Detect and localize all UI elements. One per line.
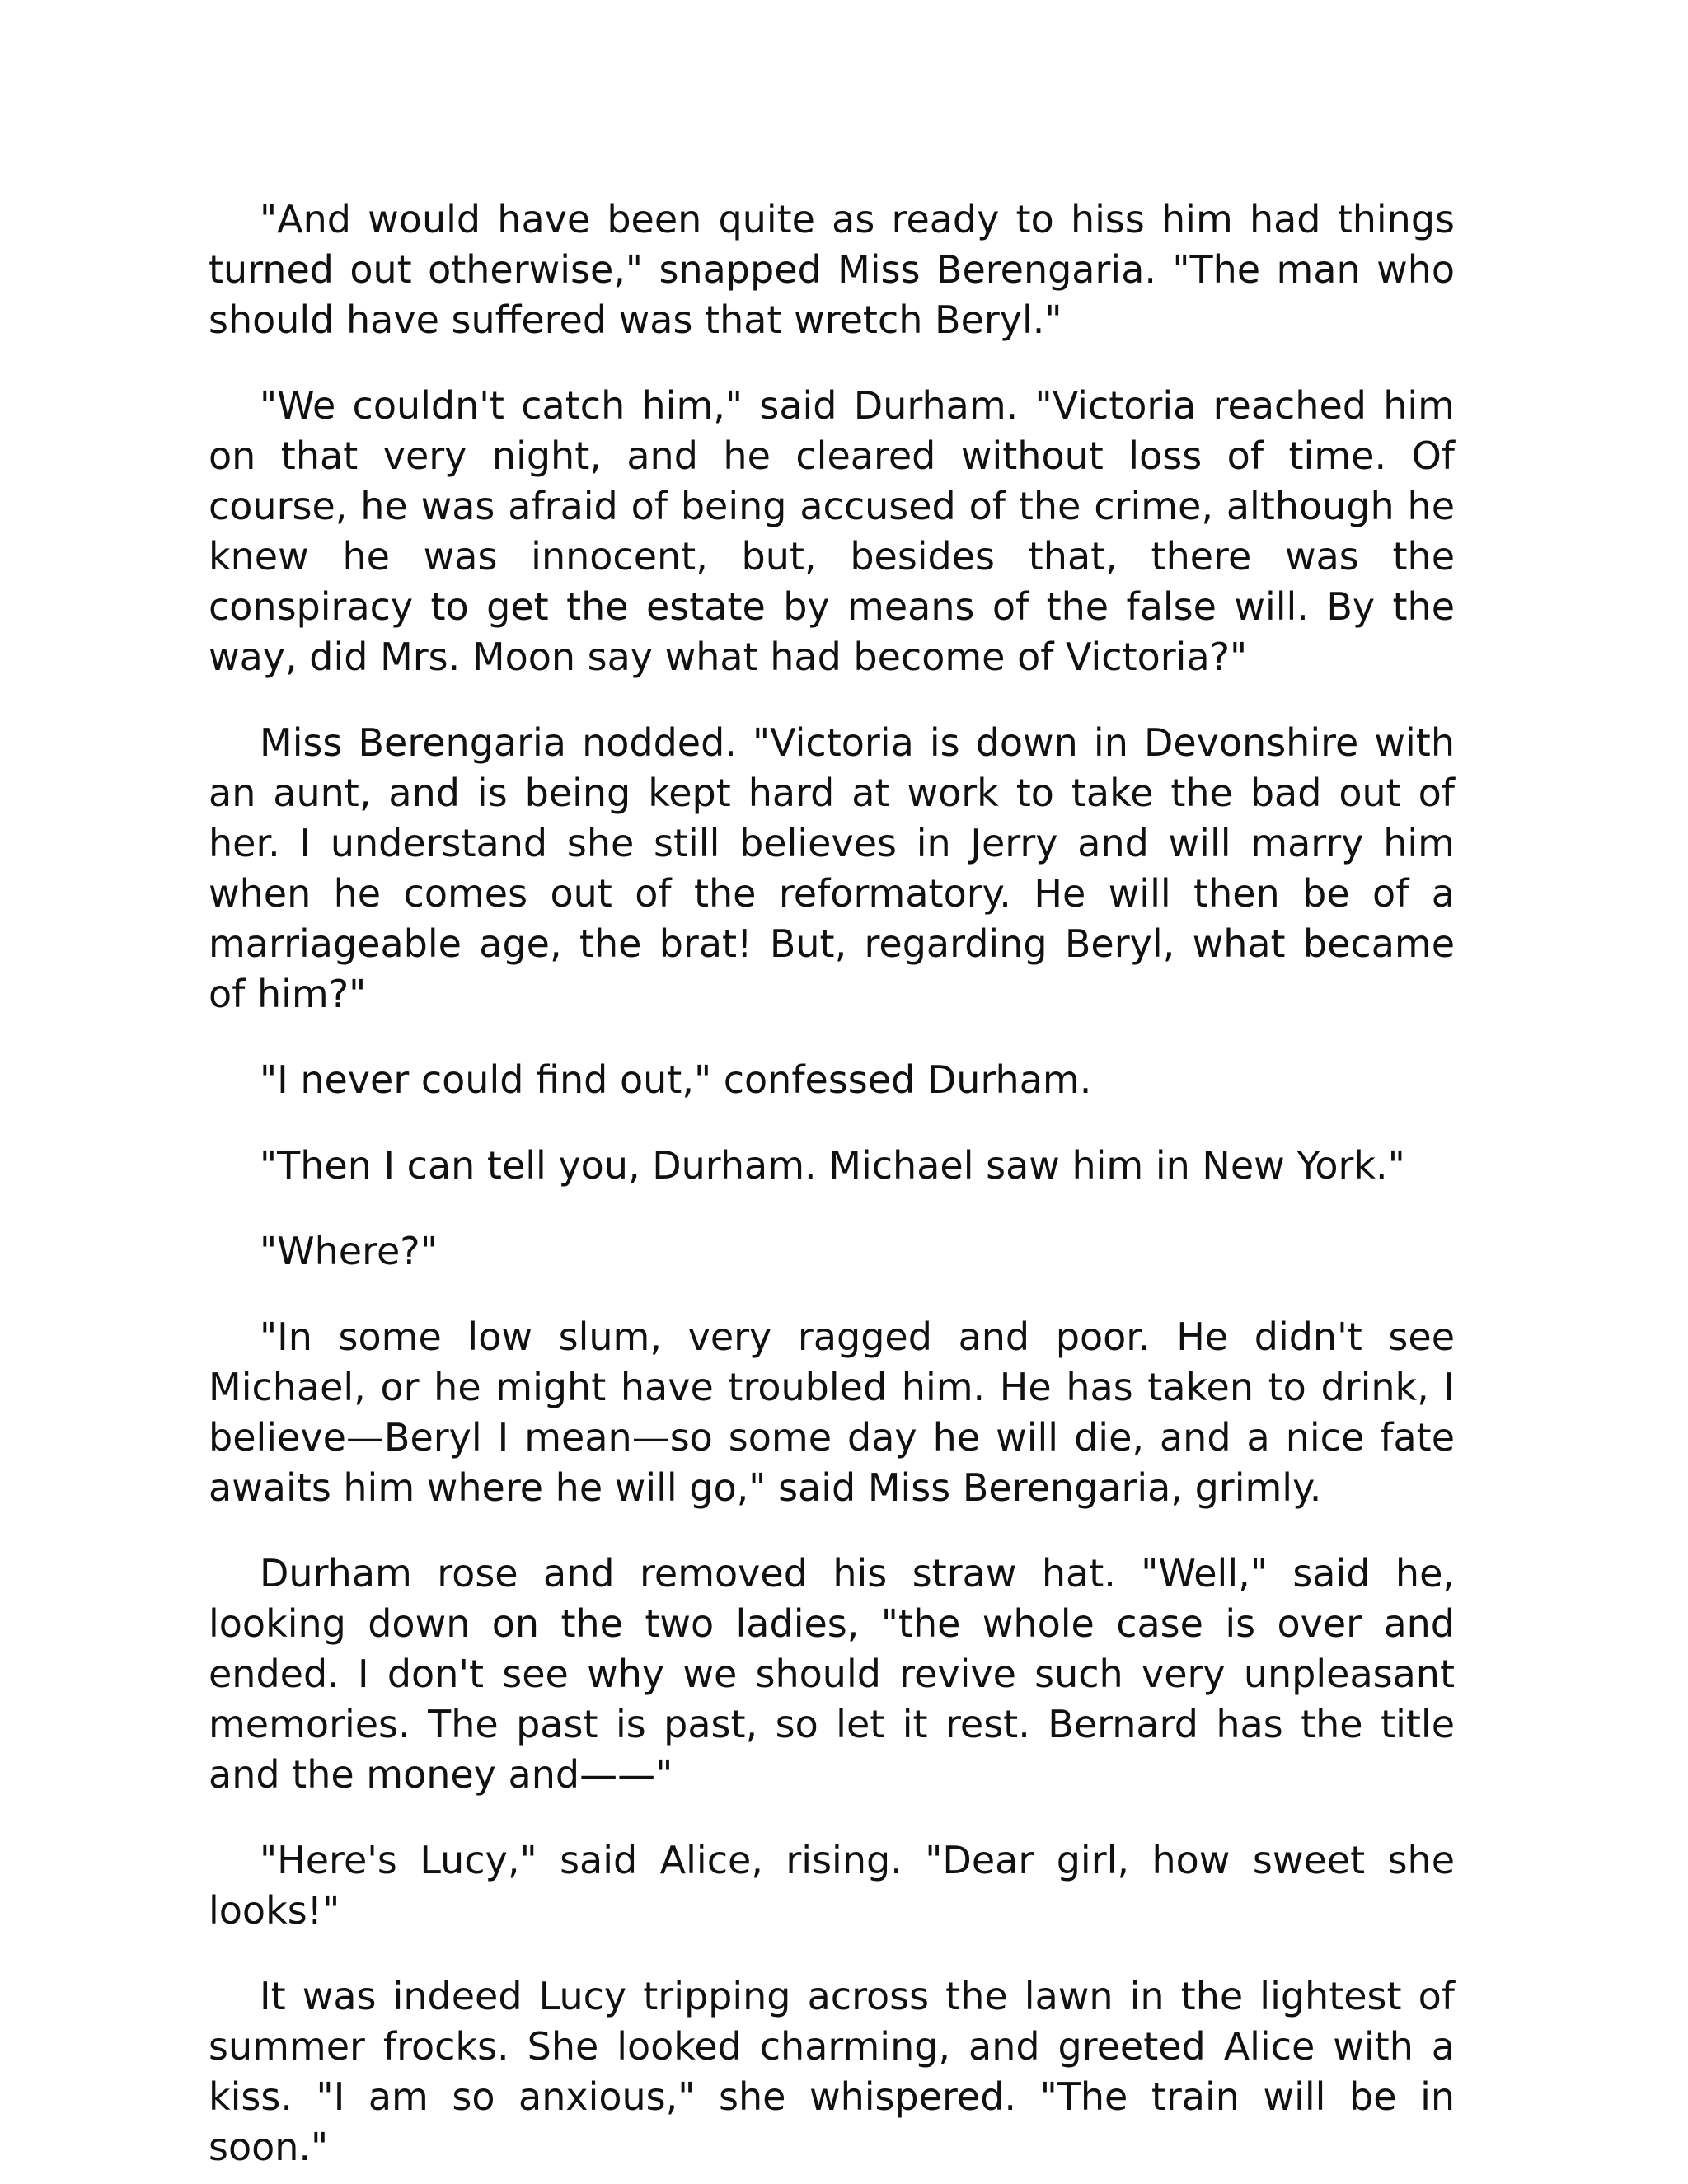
page-body [209, 194, 1455, 2172]
paragraph: It was indeed Lucy tripping across the lawn in the lightest of summer frocks. She looked charming, and greeted Alice with a kiss. "I am so anxious," she whispered. "The train will be in soon." [209, 1974, 1455, 2169]
paragraph: "Here's Lucy," said Alice, rising. "Dear girl, how sweet she looks!" [209, 1838, 1455, 1933]
paragraph: "In some low slum, very ragged and poor. He didn't see Michael, or he might have troubled him. He has taken to drink, I believe—Beryl I mean—so some day he will die, and a nice fate awaits him where he will go," said Miss Berengaria, grimly. [209, 1315, 1455, 1510]
paragraph: "Then I can tell you, Durham. Michael saw him in New York." [260, 1143, 1405, 1188]
paragraph: "Where?" [260, 1229, 438, 1273]
paragraph: "And would have been quite as ready to hiss him had things turned out otherwise," snapped Miss Berengaria. "The man who should have suffered was that wretch Beryl." [209, 197, 1455, 342]
paragraph: Miss Berengaria nodded. "Victoria is down in Devonshire with an aunt, and is being kept hard at work to take the bad out of her. I understand she still believes in Jerry and will marry him when he comes out of the reformatory. He will then be of a marriageable age, the brat! But, regarding Beryl, what became of him?" [209, 720, 1455, 1016]
paragraph: Durham rose and removed his straw hat. "Well," said he, looking down on the two ladies, "the whole case is over and ended. I don't see why we should revive such very unpleasant memories. The past is past, so let it rest. Bernard has the title and the money and——" [209, 1551, 1455, 1797]
paragraph: "We couldn't catch him," said Durham. "Victoria reached him on that very night, and he cleared without loss of time. Of course, he was afraid of being accused of the crime, although he knew he was innocent, but, besides that, there was the conspiracy to get the estate by means of the false will. By the way, did Mrs. Moon say what had become of Victoria?" [209, 383, 1455, 679]
paragraph: "I never could find out," confessed Durham. [260, 1057, 1092, 1102]
